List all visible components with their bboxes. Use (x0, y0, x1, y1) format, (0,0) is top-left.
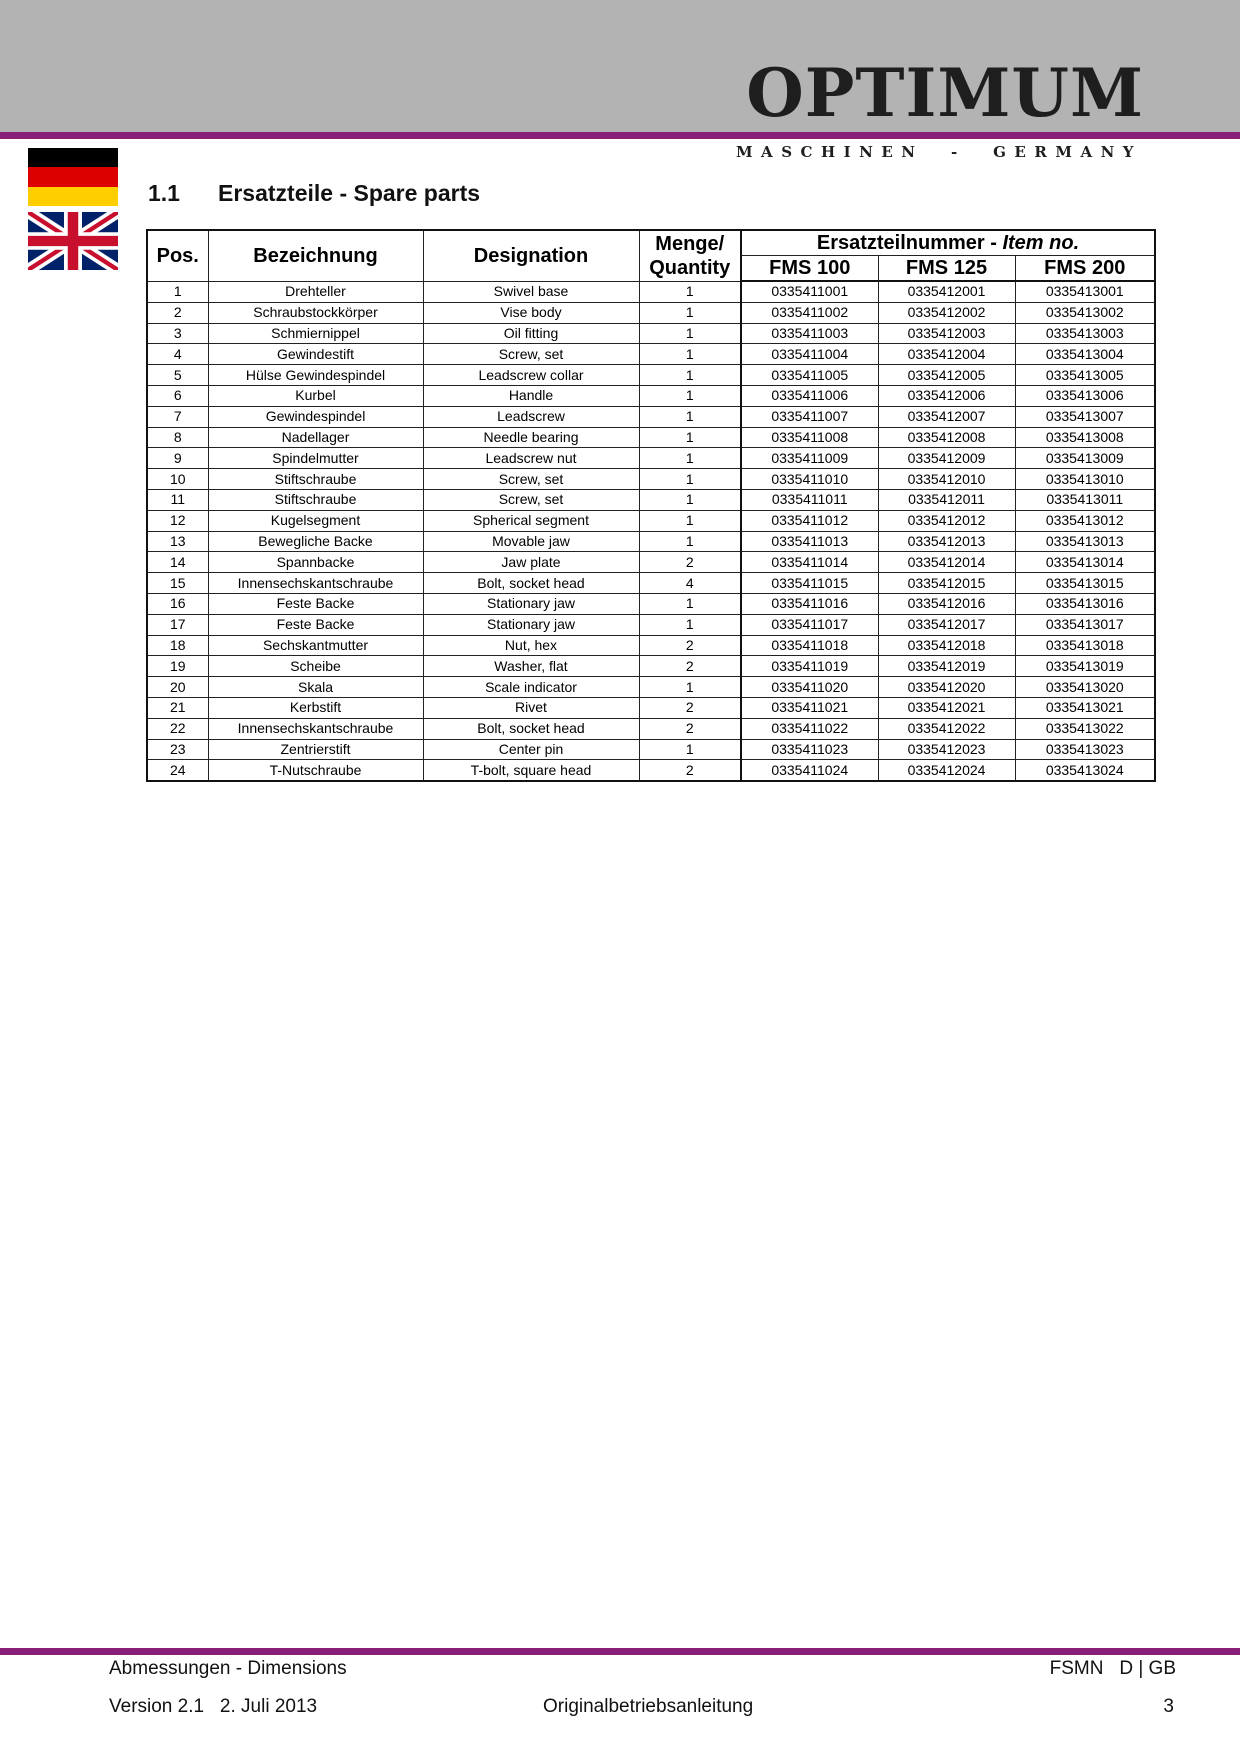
fms200-item-cell: 0335413015 (1015, 573, 1155, 594)
fms200-item-cell: 0335413004 (1015, 344, 1155, 365)
fms200-item-cell: 0335413010 (1015, 469, 1155, 490)
fms200-item-cell: 0335413003 (1015, 323, 1155, 344)
quantity-cell: 2 (639, 760, 741, 781)
fms100-item-cell: 0335411020 (741, 677, 878, 698)
quantity-cell: 1 (639, 739, 741, 760)
quantity-cell: 1 (639, 385, 741, 406)
pos-cell: 15 (147, 573, 208, 594)
footer-page-number: 3 (1163, 1696, 1174, 1717)
bezeichnung-cell: Innensechskantschraube (208, 718, 423, 739)
header-accent-line (0, 132, 1240, 139)
pos-cell: 10 (147, 469, 208, 490)
pos-cell: 16 (147, 593, 208, 614)
quantity-cell: 1 (639, 593, 741, 614)
fms125-item-cell: 0335412010 (878, 469, 1015, 490)
fms100-item-cell: 0335411012 (741, 510, 878, 531)
table-row (147, 448, 1155, 469)
fms125-item-cell: 0335412009 (878, 448, 1015, 469)
bezeichnung-cell: Stiftschraube (208, 469, 423, 490)
table-row (147, 718, 1155, 739)
header-item-no (741, 230, 1155, 256)
fms125-item-cell: 0335412006 (878, 385, 1015, 406)
table-row (147, 302, 1155, 323)
quantity-cell: 2 (639, 718, 741, 739)
quantity-cell: 1 (639, 531, 741, 552)
designation-cell: Leadscrew (423, 406, 639, 427)
table-row (147, 656, 1155, 677)
table-row (147, 281, 1155, 302)
bezeichnung-cell: Hülse Gewindespindel (208, 365, 423, 386)
fms100-item-cell: 0335411022 (741, 718, 878, 739)
fms200-item-cell: 0335413002 (1015, 302, 1155, 323)
section-number: 1.1 (148, 180, 180, 206)
pos-cell: 1 (147, 281, 208, 302)
pos-cell: 20 (147, 677, 208, 698)
bezeichnung-cell: Drehteller (208, 281, 423, 302)
fms100-item-cell: 0335411003 (741, 323, 878, 344)
fms200-item-cell: 0335413022 (1015, 718, 1155, 739)
table-row (147, 614, 1155, 635)
fms100-item-cell: 0335411015 (741, 573, 878, 594)
pos-cell: 13 (147, 531, 208, 552)
designation-cell: Spherical segment (423, 510, 639, 531)
quantity-cell: 1 (639, 302, 741, 323)
fms100-item-cell: 0335411007 (741, 406, 878, 427)
fms100-item-cell: 0335411023 (741, 739, 878, 760)
designation-cell: T-bolt, square head (423, 760, 639, 781)
fms200-item-cell: 0335413023 (1015, 739, 1155, 760)
header-pos: Pos. (147, 230, 208, 281)
fms125-item-cell: 0335412003 (878, 323, 1015, 344)
header-item-no-de: Ersatzteilnummer - (816, 232, 1003, 254)
bezeichnung-cell: Gewindestift (208, 344, 423, 365)
table-row (147, 760, 1155, 781)
designation-cell: Vise body (423, 302, 639, 323)
fms100-item-cell: 0335411010 (741, 469, 878, 490)
quantity-cell: 4 (639, 573, 741, 594)
header-designation: Designation (423, 230, 639, 281)
designation-cell: Screw, set (423, 469, 639, 490)
fms100-item-cell: 0335411009 (741, 448, 878, 469)
quantity-cell: 1 (639, 489, 741, 510)
pos-cell: 19 (147, 656, 208, 677)
header-quantity-en: Quantity (649, 256, 731, 279)
designation-cell: Stationary jaw (423, 614, 639, 635)
bezeichnung-cell: Zentrierstift (208, 739, 423, 760)
fms200-item-cell: 0335413005 (1015, 365, 1155, 386)
quantity-cell: 1 (639, 427, 741, 448)
designation-cell: Handle (423, 385, 639, 406)
german-flag-icon (28, 148, 118, 206)
bezeichnung-cell: Schraubstockkörper (208, 302, 423, 323)
fms200-item-cell: 0335413017 (1015, 614, 1155, 635)
bezeichnung-cell: Bewegliche Backe (208, 531, 423, 552)
designation-cell: Needle bearing (423, 427, 639, 448)
fms100-item-cell: 0335411017 (741, 614, 878, 635)
header-model-fms200: FMS 200 (1015, 256, 1155, 282)
fms125-item-cell: 0335412016 (878, 593, 1015, 614)
brand-logo: OPTIMUM (746, 54, 1144, 132)
bezeichnung-cell: Sechskantmutter (208, 635, 423, 656)
table-row (147, 427, 1155, 448)
designation-cell: Stationary jaw (423, 593, 639, 614)
quantity-cell: 1 (639, 281, 741, 302)
designation-cell: Screw, set (423, 489, 639, 510)
fms200-item-cell: 0335413024 (1015, 760, 1155, 781)
table-body (147, 281, 1155, 781)
bezeichnung-cell: Innensechskantschraube (208, 573, 423, 594)
fms125-item-cell: 0335412024 (878, 760, 1015, 781)
table-row (147, 323, 1155, 344)
bezeichnung-cell: T-Nutschraube (208, 760, 423, 781)
bezeichnung-cell: Feste Backe (208, 593, 423, 614)
fms100-item-cell: 0335411013 (741, 531, 878, 552)
bezeichnung-cell: Kugelsegment (208, 510, 423, 531)
fms200-item-cell: 0335413013 (1015, 531, 1155, 552)
footer-doc-type: Originalbetriebsanleitung (543, 1696, 754, 1717)
quantity-cell: 1 (639, 614, 741, 635)
pos-cell: 24 (147, 760, 208, 781)
fms125-item-cell: 0335412004 (878, 344, 1015, 365)
bezeichnung-cell: Spindelmutter (208, 448, 423, 469)
pos-cell: 23 (147, 739, 208, 760)
quantity-cell: 2 (639, 552, 741, 573)
quantity-cell: 1 (639, 344, 741, 365)
designation-cell: Nut, hex (423, 635, 639, 656)
header-quantity (639, 230, 741, 281)
fms100-item-cell: 0335411024 (741, 760, 878, 781)
quantity-cell: 1 (639, 510, 741, 531)
pos-cell: 14 (147, 552, 208, 573)
fms100-item-cell: 0335411008 (741, 427, 878, 448)
pos-cell: 7 (147, 406, 208, 427)
section-title: Ersatzteile - Spare parts (218, 180, 481, 206)
fms100-item-cell: 0335411005 (741, 365, 878, 386)
fms200-item-cell: 0335413006 (1015, 385, 1155, 406)
table-row (147, 739, 1155, 760)
fms125-item-cell: 0335412011 (878, 489, 1015, 510)
table-row (147, 510, 1155, 531)
fms200-item-cell: 0335413007 (1015, 406, 1155, 427)
header-item-no-en: Item no. (1002, 232, 1080, 254)
fms200-item-cell: 0335413016 (1015, 593, 1155, 614)
bezeichnung-cell: Skala (208, 677, 423, 698)
table-row (147, 593, 1155, 614)
fms125-item-cell: 0335412013 (878, 531, 1015, 552)
fms100-item-cell: 0335411006 (741, 385, 878, 406)
table-row (147, 344, 1155, 365)
bezeichnung-cell: Kerbstift (208, 697, 423, 718)
pos-cell: 8 (147, 427, 208, 448)
bezeichnung-cell: Kurbel (208, 385, 423, 406)
table-row (147, 385, 1155, 406)
quantity-cell: 1 (639, 677, 741, 698)
table-row (147, 635, 1155, 656)
fms200-item-cell: 0335413011 (1015, 489, 1155, 510)
table-row (147, 697, 1155, 718)
fms125-item-cell: 0335412020 (878, 677, 1015, 698)
designation-cell: Washer, flat (423, 656, 639, 677)
quantity-cell: 2 (639, 635, 741, 656)
table-row (147, 489, 1155, 510)
bezeichnung-cell: Stiftschraube (208, 489, 423, 510)
spare-parts-table (146, 229, 1156, 782)
bezeichnung-cell: Spannbacke (208, 552, 423, 573)
header-model-fms100: FMS 100 (741, 256, 878, 282)
pos-cell: 6 (147, 385, 208, 406)
table-row (147, 469, 1155, 490)
fms125-item-cell: 0335412018 (878, 635, 1015, 656)
quantity-cell: 1 (639, 469, 741, 490)
fms125-item-cell: 0335412005 (878, 365, 1015, 386)
bezeichnung-cell: Scheibe (208, 656, 423, 677)
table-row (147, 677, 1155, 698)
fms125-item-cell: 0335412021 (878, 697, 1015, 718)
pos-cell: 4 (147, 344, 208, 365)
bezeichnung-cell: Gewindespindel (208, 406, 423, 427)
fms100-item-cell: 0335411021 (741, 697, 878, 718)
quantity-cell: 2 (639, 697, 741, 718)
fms125-item-cell: 0335412012 (878, 510, 1015, 531)
designation-cell: Leadscrew collar (423, 365, 639, 386)
table-row (147, 365, 1155, 386)
fms200-item-cell: 0335413009 (1015, 448, 1155, 469)
fms200-item-cell: 0335413019 (1015, 656, 1155, 677)
pos-cell: 11 (147, 489, 208, 510)
header-quantity-de: Menge/ (655, 232, 725, 255)
fms200-item-cell: 0335413018 (1015, 635, 1155, 656)
quantity-cell: 1 (639, 323, 741, 344)
header-model-fms125: FMS 125 (878, 256, 1015, 282)
designation-cell: Center pin (423, 739, 639, 760)
fms100-item-cell: 0335411002 (741, 302, 878, 323)
fms200-item-cell: 0335413021 (1015, 697, 1155, 718)
table-row (147, 573, 1155, 594)
fms125-item-cell: 0335412001 (878, 281, 1015, 302)
designation-cell: Jaw plate (423, 552, 639, 573)
fms125-item-cell: 0335412002 (878, 302, 1015, 323)
quantity-cell: 2 (639, 656, 741, 677)
fms100-item-cell: 0335411016 (741, 593, 878, 614)
table-row (147, 552, 1155, 573)
designation-cell: Scale indicator (423, 677, 639, 698)
designation-cell: Swivel base (423, 281, 639, 302)
pos-cell: 12 (147, 510, 208, 531)
bezeichnung-cell: Nadellager (208, 427, 423, 448)
fms200-item-cell: 0335413012 (1015, 510, 1155, 531)
table-row (147, 406, 1155, 427)
pos-cell: 9 (147, 448, 208, 469)
pos-cell: 5 (147, 365, 208, 386)
table-row (147, 531, 1155, 552)
fms100-item-cell: 0335411019 (741, 656, 878, 677)
footer-doc-code: FSMN D | GB (1049, 1658, 1176, 1679)
quantity-cell: 1 (639, 365, 741, 386)
designation-cell: Movable jaw (423, 531, 639, 552)
brand-tagline: MASCHINEN - GERMANY (735, 143, 1142, 161)
fms100-item-cell: 0335411011 (741, 489, 878, 510)
fms125-item-cell: 0335412015 (878, 573, 1015, 594)
fms125-item-cell: 0335412019 (878, 656, 1015, 677)
designation-cell: Leadscrew nut (423, 448, 639, 469)
footer-accent-line (0, 1648, 1240, 1655)
section-heading (148, 180, 480, 207)
fms100-item-cell: 0335411001 (741, 281, 878, 302)
quantity-cell: 1 (639, 406, 741, 427)
designation-cell: Bolt, socket head (423, 718, 639, 739)
union-jack-flag-icon (28, 212, 118, 270)
fms200-item-cell: 0335413014 (1015, 552, 1155, 573)
pos-cell: 3 (147, 323, 208, 344)
pos-cell: 18 (147, 635, 208, 656)
designation-cell: Rivet (423, 697, 639, 718)
pos-cell: 21 (147, 697, 208, 718)
fms125-item-cell: 0335412022 (878, 718, 1015, 739)
footer-section-title: Abmessungen - Dimensions (109, 1658, 347, 1679)
fms125-item-cell: 0335412014 (878, 552, 1015, 573)
designation-cell: Screw, set (423, 344, 639, 365)
fms200-item-cell: 0335413008 (1015, 427, 1155, 448)
table-header-row (147, 230, 1155, 256)
bezeichnung-cell: Feste Backe (208, 614, 423, 635)
fms200-item-cell: 0335413001 (1015, 281, 1155, 302)
fms125-item-cell: 0335412008 (878, 427, 1015, 448)
header-bezeichnung: Bezeichnung (208, 230, 423, 281)
fms200-item-cell: 0335413020 (1015, 677, 1155, 698)
designation-cell: Bolt, socket head (423, 573, 639, 594)
quantity-cell: 1 (639, 448, 741, 469)
pos-cell: 17 (147, 614, 208, 635)
fms125-item-cell: 0335412017 (878, 614, 1015, 635)
fms125-item-cell: 0335412023 (878, 739, 1015, 760)
designation-cell: Oil fitting (423, 323, 639, 344)
fms125-item-cell: 0335412007 (878, 406, 1015, 427)
fms100-item-cell: 0335411014 (741, 552, 878, 573)
fms100-item-cell: 0335411004 (741, 344, 878, 365)
pos-cell: 2 (147, 302, 208, 323)
footer-version: Version 2.1 2. Juli 2013 (109, 1696, 318, 1717)
pos-cell: 22 (147, 718, 208, 739)
bezeichnung-cell: Schmiernippel (208, 323, 423, 344)
fms100-item-cell: 0335411018 (741, 635, 878, 656)
